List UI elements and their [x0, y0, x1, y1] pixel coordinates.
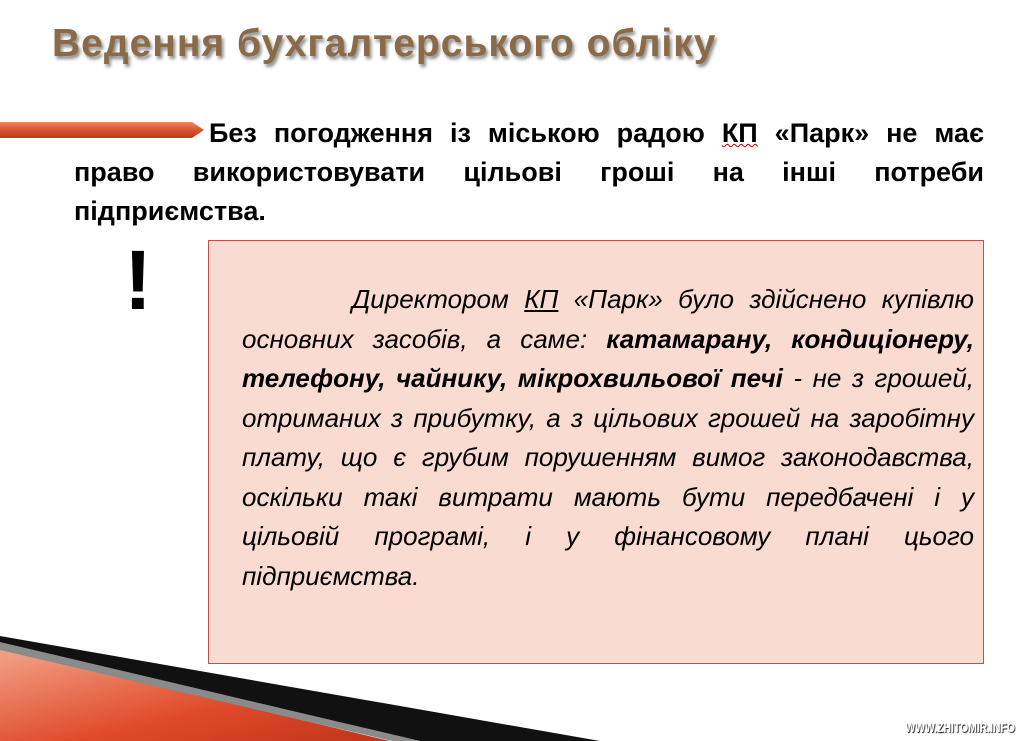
highlight-box-text [242, 280, 974, 596]
box-kp-abbr: КП [524, 284, 559, 314]
lead-kp-abbr: КП [721, 118, 758, 148]
box-text-part-1: Директором [352, 284, 525, 314]
box-text-part-3: - не з грошей, отриманих з прибутку, а з цільових грошей на заробітну плату, що є грубим порушенням вимог законодавства, оскільки такі витрати мають бути передбачені і у цільовій програмі, і у фінансовому плані цього підприємства. [242, 363, 975, 591]
watermark: WWW.ZHITOMIR.INFO [905, 720, 1015, 735]
lead-statement [74, 114, 984, 231]
box-purchased-items: катамарану, кондиціонеру, телефону, чайнику, мікрохвильової печі [242, 323, 974, 393]
lead-text-part-2: «Парк» не має право використовувати цільові гроші на інші потреби підприємства. [74, 118, 984, 226]
slide-title: Ведення бухгалтерського обліку [52, 22, 717, 65]
lead-text-part-1: Без погодження із міською радою [209, 118, 722, 148]
decorative-swoosh [0, 620, 600, 741]
exclamation-mark: ! [124, 233, 152, 327]
box-text-part-2: «Парк» було здійснено купівлю основних засобів, а саме: [242, 284, 974, 354]
